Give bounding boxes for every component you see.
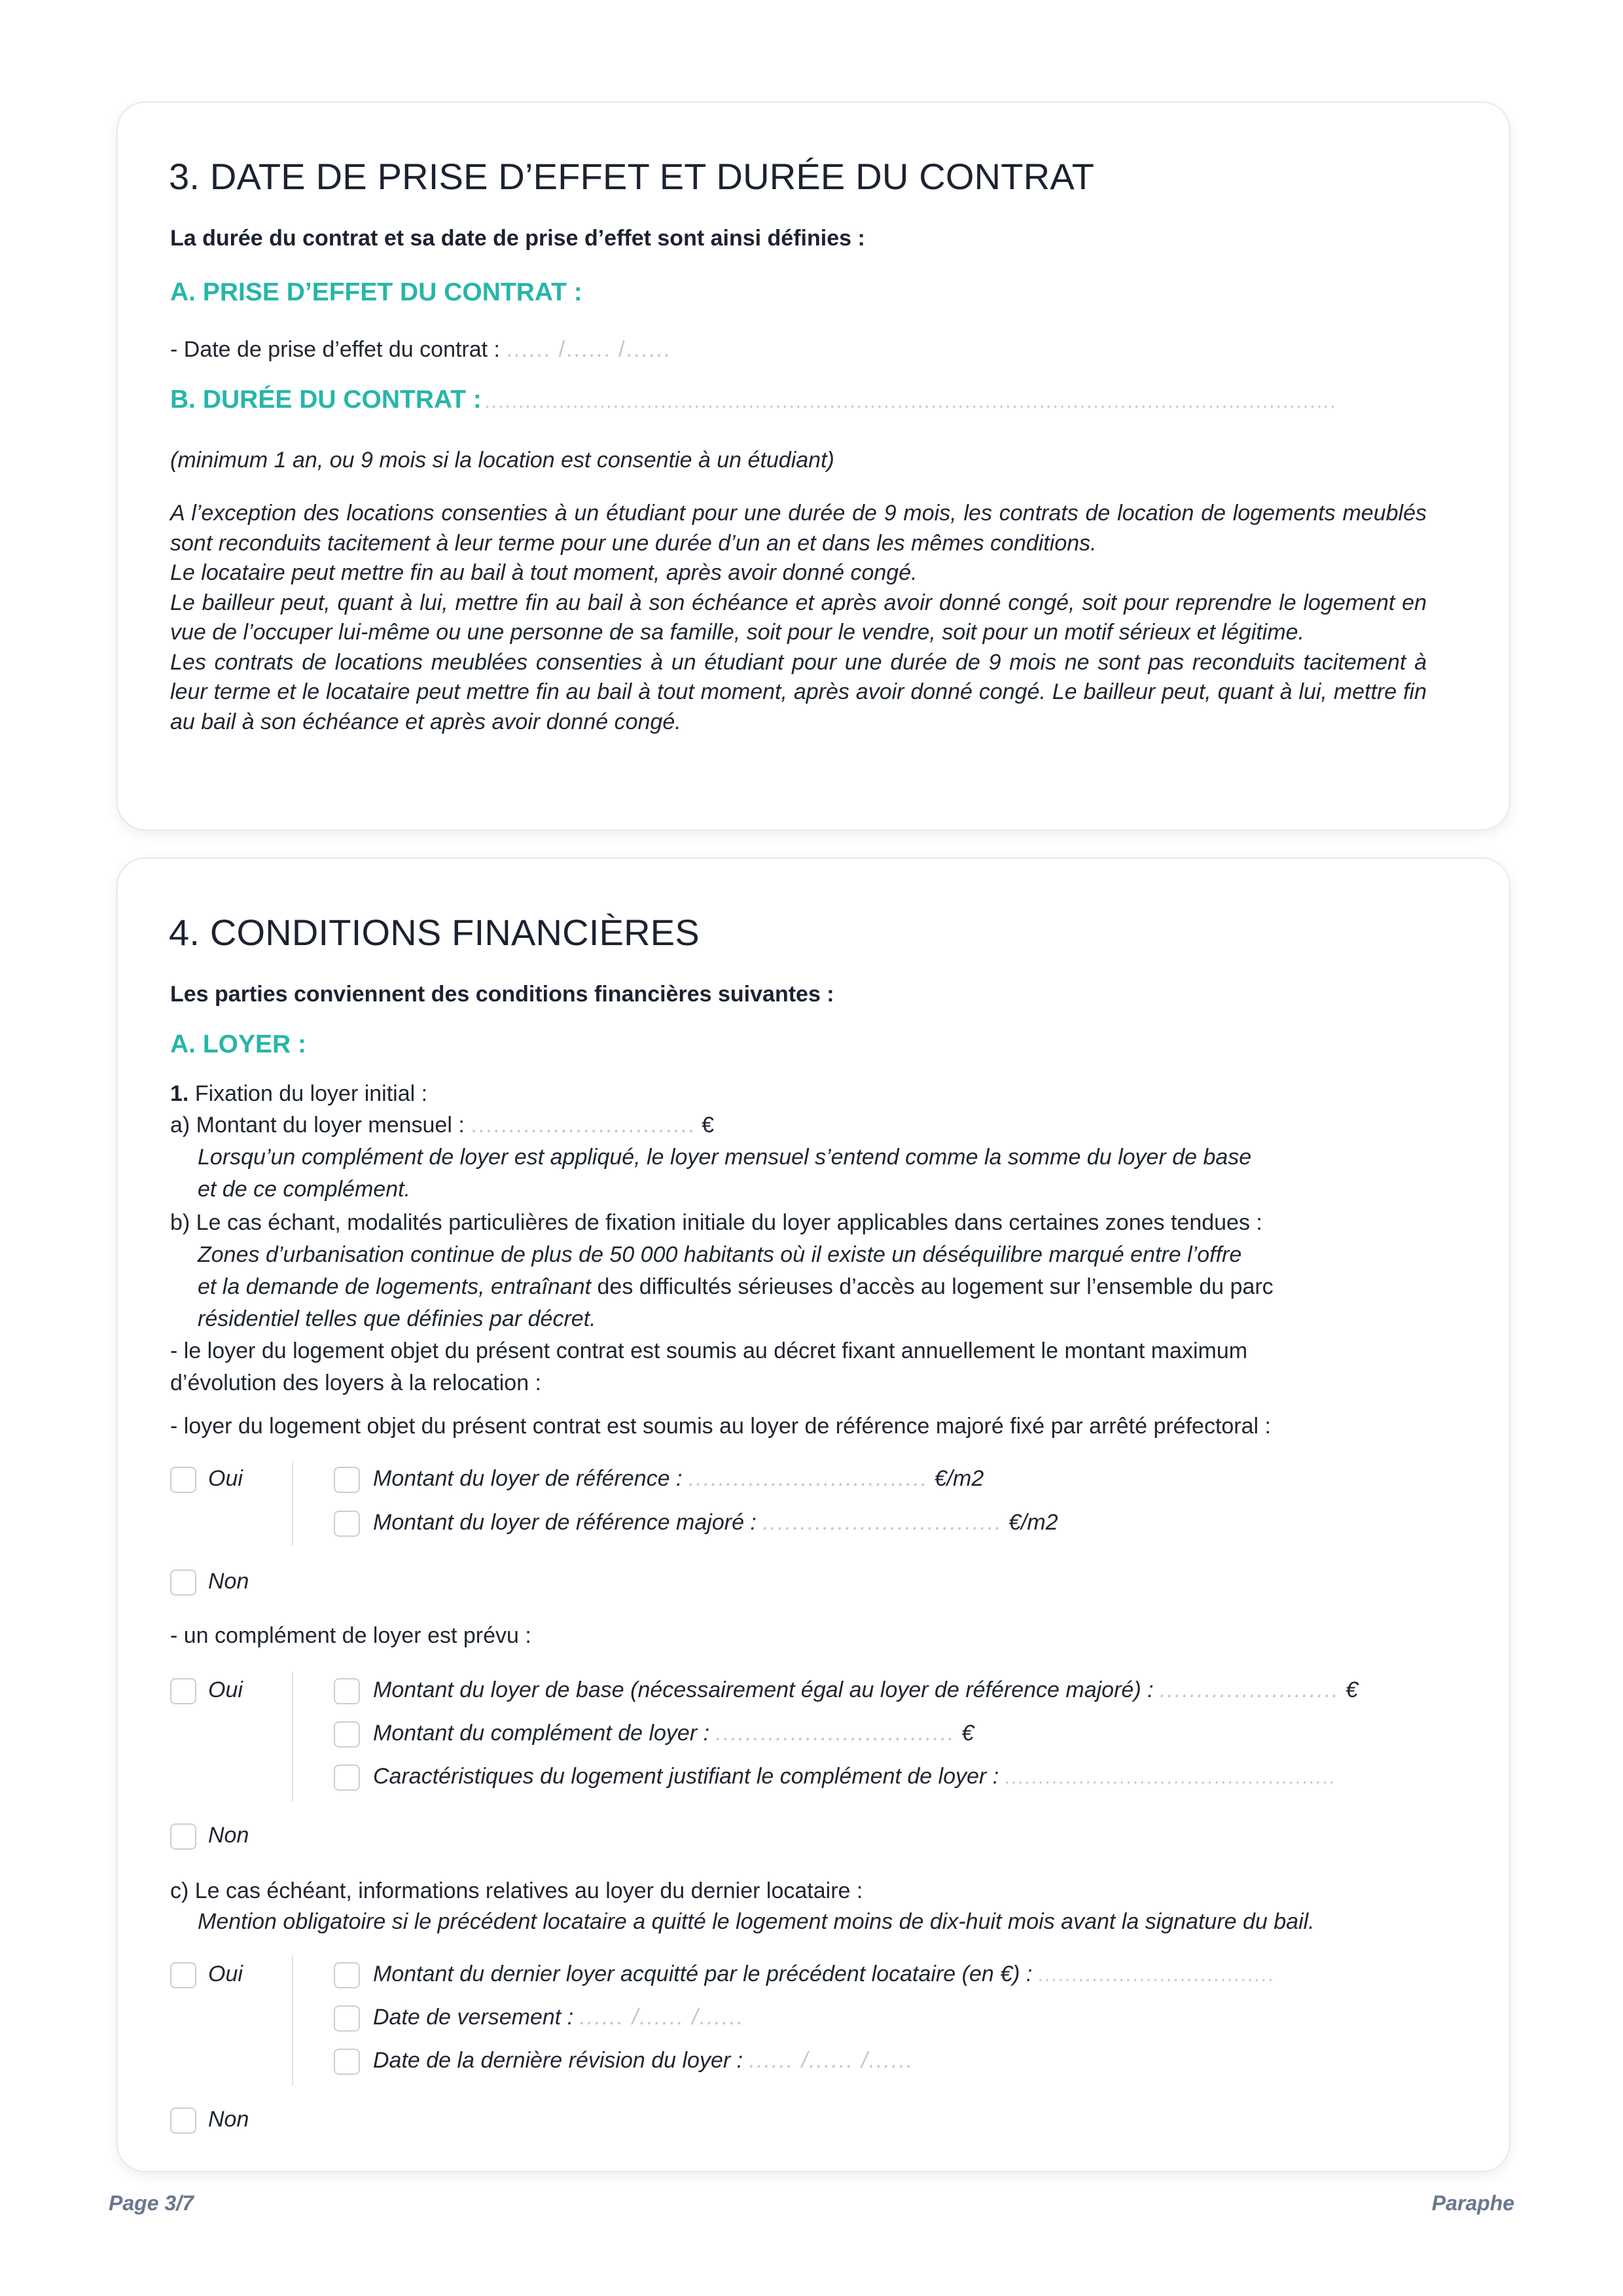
revision-date-field[interactable]: ...... /...... /......: [749, 2048, 914, 2073]
revision-date-label: Date de la dernière révision du loyer :: [373, 2048, 743, 2073]
previous-oui-label: Oui: [208, 1962, 243, 1986]
ref-major-field[interactable]: ................................: [762, 1510, 1003, 1535]
initial-rent-label: Fixation du loyer initial :: [194, 1081, 428, 1106]
duration-note: (minimum 1 an, ou 9 mois si la location est consentie à un étudiant): [170, 448, 834, 473]
ref-non-label: Non: [208, 1569, 249, 1594]
subheading-duration: B. DURÉE DU CONTRAT :: [170, 386, 482, 414]
complement-oui-label: Oui: [208, 1677, 243, 1702]
monthly-rent-field[interactable]: ..............................: [471, 1113, 696, 1138]
ref-major-label: Montant du loyer de référence majoré :: [373, 1510, 757, 1535]
section-lead: Les parties conviennent des conditions financières suivantes :: [170, 982, 834, 1007]
paraphe-label: Paraphe: [1431, 2191, 1514, 2215]
decree-line: d’évolution des loyers à la relocation :: [170, 1371, 541, 1395]
decree-line: - le loyer du logement objet du présent contrat est soumis au décret fixant annuellement le montant maximum: [170, 1338, 1248, 1363]
subheading-rent: A. LOYER :: [170, 1030, 307, 1058]
monthly-rent-label: a) Montant du loyer mensuel :: [170, 1113, 465, 1138]
start-date-label: - Date de prise d’effet du contrat :: [170, 337, 500, 362]
ref-amount-field[interactable]: ................................: [688, 1466, 929, 1491]
legal-paragraph: Le bailleur peut, quant à lui, mettre fin au bail à son échéance et après avoir donné congé, soit pour reprendre le logement en vue de l’occuper lui-même ou une personne de sa famille, soit pour le vendre, soit pour un motif sérieux et légitime.: [170, 590, 1427, 645]
euro-unit: €: [702, 1113, 715, 1138]
per-m2-unit: €/m2: [1008, 1510, 1058, 1535]
reference-rent-question: - loyer du logement objet du présent contrat est soumis au loyer de référence majoré fixé par arrêté préfectoral :: [170, 1414, 1271, 1439]
payment-date-label: Date de versement :: [373, 2005, 574, 2030]
ref-amount-label: Montant du loyer de référence :: [373, 1466, 683, 1491]
start-date-field[interactable]: ...... /...... /......: [506, 337, 671, 362]
base-rent-checkbox[interactable]: [334, 1678, 360, 1704]
duration-field[interactable]: ..............................................................................................................................: [484, 391, 1337, 412]
base-rent-label: Montant du loyer de base (nécessairement égal au loyer de référence majoré) :: [373, 1677, 1154, 1702]
complement-amount-label: Montant du complément de loyer :: [373, 1721, 710, 1746]
section-lead: La durée du contrat et sa date de prise d’effet sont ainsi définies :: [170, 226, 865, 251]
page-number: Page 3/7: [109, 2191, 194, 2215]
euro-unit: €: [961, 1721, 974, 1746]
ref-amount-row: [373, 1466, 984, 1492]
complement-note-line: et de ce complément.: [198, 1177, 411, 1202]
ref-non-checkbox[interactable]: [170, 1570, 196, 1596]
complement-note-line: Lorsqu’un complément de loyer est appliqué, le loyer mensuel s’entend comme la somme du loyer de base: [198, 1145, 1252, 1170]
previous-oui-checkbox[interactable]: [170, 1962, 196, 1988]
characteristics-field[interactable]: .................................................: [1005, 1767, 1337, 1788]
previous-tenant-note: Mention obligatoire si le précédent locataire a quitté le logement moins de dix-huit mois avant la signature du bail.: [198, 1909, 1315, 1934]
base-rent-field[interactable]: ........................: [1160, 1677, 1340, 1702]
revision-date-checkbox[interactable]: [334, 2049, 360, 2075]
last-rent-field[interactable]: ...................................: [1038, 1964, 1275, 1986]
start-date-row: [170, 337, 671, 363]
complement-amount-field[interactable]: ................................: [715, 1721, 955, 1746]
euro-unit: €: [1346, 1677, 1359, 1702]
subheading-start-date: A. PRISE D’EFFET DU CONTRAT :: [170, 278, 582, 306]
ref-major-row: [373, 1510, 1058, 1535]
legal-paragraph: A l’exception des locations consenties à un étudiant pour une durée de 9 mois, les contrats de location de logements meublés sont reconduits tacitement à leur terme pour une durée d’un an et dans les mêmes conditions.: [170, 501, 1427, 556]
initial-rent-heading: [170, 1081, 427, 1107]
previous-tenant-label: c) Le cas échéant, informations relatives au loyer du dernier locataire :: [170, 1878, 863, 1903]
complement-amount-row: [373, 1721, 974, 1746]
characteristics-checkbox[interactable]: [334, 1765, 360, 1791]
zones-definition-rest: des difficultés sérieuses d’accès au logement sur l’ensemble du parc: [591, 1274, 1274, 1299]
zones-definition-italic: et la demande de logements, entraînant: [198, 1274, 592, 1299]
payment-date-field[interactable]: ...... /...... /......: [579, 2005, 745, 2030]
section-title: 4. CONDITIONS FINANCIÈRES: [169, 912, 700, 953]
last-rent-label: Montant du dernier loyer acquitté par le précédent locataire (en €) :: [373, 1962, 1033, 1986]
previous-non-label: Non: [208, 2107, 249, 2132]
payment-date-row: [373, 2005, 744, 2030]
ref-major-checkbox[interactable]: [334, 1511, 360, 1537]
previous-non-checkbox[interactable]: [170, 2108, 196, 2134]
divider: [292, 1672, 293, 1801]
zones-definition-line: résidentiel telles que définies par décret.: [198, 1306, 596, 1331]
duration-legal-text: [170, 499, 1427, 737]
last-rent-row: [373, 1962, 1275, 1987]
ref-amount-checkbox[interactable]: [334, 1467, 360, 1493]
per-m2-unit: €/m2: [934, 1466, 984, 1491]
complement-amount-checkbox[interactable]: [334, 1721, 360, 1748]
last-rent-checkbox[interactable]: [334, 1962, 360, 1988]
duration-row: [170, 386, 1440, 414]
item-number: 1.: [170, 1081, 189, 1106]
complement-oui-checkbox[interactable]: [170, 1678, 196, 1704]
section-card-financial-conditions: [116, 857, 1510, 2172]
zones-definition-line: Zones d’urbanisation continue de plus de 50 000 habitants où il existe un déséquilibre marqué entre l’offre: [198, 1242, 1242, 1267]
zones-definition-line: [198, 1274, 1274, 1300]
complement-non-label: Non: [208, 1823, 249, 1848]
tense-zones-label: b) Le cas échant, modalités particulières de fixation initiale du loyer applicables dans certaines zones tendues :: [170, 1210, 1262, 1235]
ref-oui-label: Oui: [208, 1466, 243, 1491]
legal-paragraph: Le locataire peut mettre fin au bail à tout moment, après avoir donné congé.: [170, 560, 918, 585]
characteristics-label: Caractéristiques du logement justifiant le complément de loyer :: [373, 1764, 999, 1789]
section-title: 3. DATE DE PRISE D’EFFET ET DURÉE DU CONTRAT: [169, 156, 1095, 197]
divider: [292, 1956, 293, 2085]
characteristics-row: [373, 1764, 1336, 1789]
base-rent-row: [373, 1677, 1358, 1703]
divider: [292, 1461, 293, 1546]
monthly-rent-row: [170, 1113, 714, 1138]
revision-date-row: [373, 2048, 914, 2073]
ref-oui-checkbox[interactable]: [170, 1467, 196, 1493]
payment-date-checkbox[interactable]: [334, 2005, 360, 2032]
section-card-contract-duration: [116, 101, 1510, 831]
complement-non-checkbox[interactable]: [170, 1823, 196, 1850]
complement-question: - un complément de loyer est prévu :: [170, 1623, 531, 1648]
legal-paragraph: Les contrats de locations meublées consenties à un étudiant pour une durée de 9 mois ne sont pas reconduits tacitement à leur terme et le locataire peut mettre fin au bail à tout moment, après avoir donné congé. Le bailleur peut, quant à lui, mettre fin au bail à son échéance et après avoir donné congé.: [170, 649, 1427, 734]
